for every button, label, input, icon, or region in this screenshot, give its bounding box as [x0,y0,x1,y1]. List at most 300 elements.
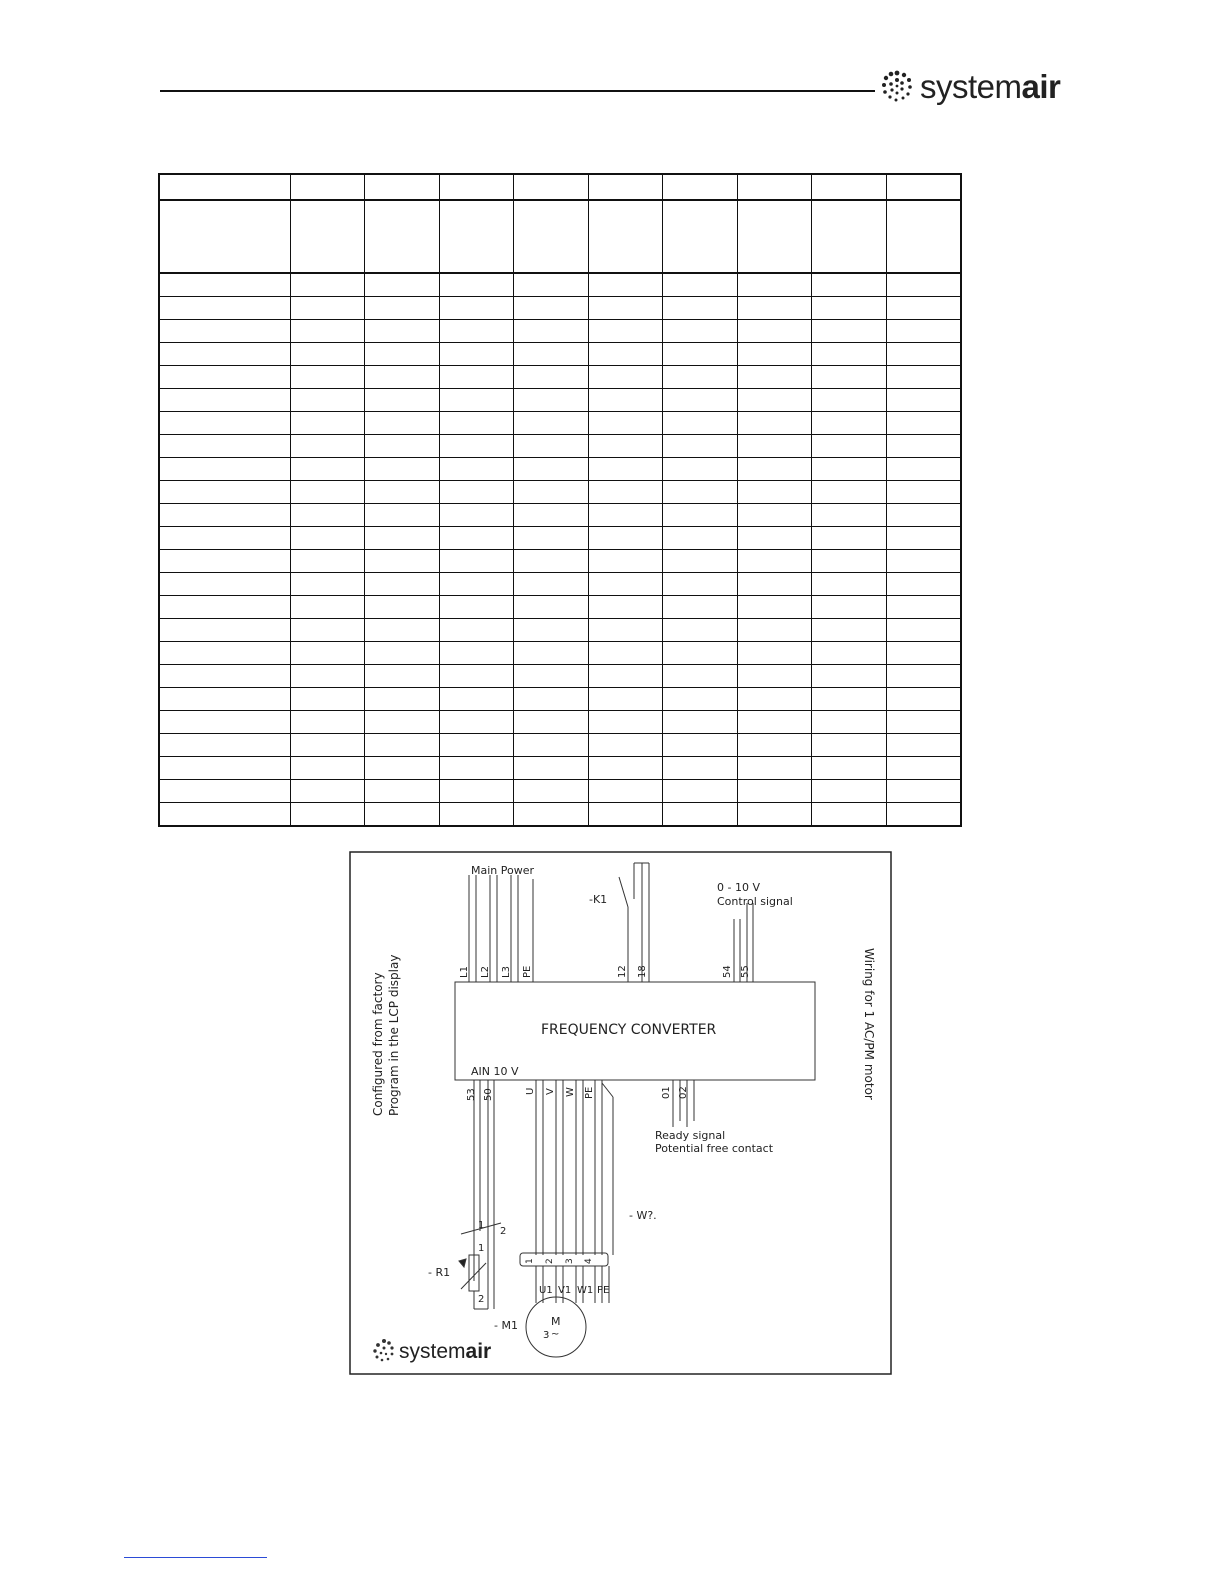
table-cell [290,481,364,504]
table-cell [290,803,364,827]
table-cell [513,435,588,458]
table-cell [513,596,588,619]
table-cell [439,320,513,343]
table-cell [588,481,662,504]
ain-label: AIN 10 V [471,1065,519,1078]
table-cell [737,665,811,688]
table-cell [662,481,737,504]
table-row [159,734,961,757]
table-cell [439,688,513,711]
table-cell [811,458,886,481]
table-row [159,481,961,504]
connector-pin-4: 4 [584,1258,594,1264]
table-cell [662,366,737,389]
table-cell [662,504,737,527]
table-cell [513,366,588,389]
table-cell [439,665,513,688]
table-cell [439,596,513,619]
table-cell [662,527,737,550]
table-cell [588,803,662,827]
table-cell [159,688,290,711]
table-cell [159,527,290,550]
table-cell [588,504,662,527]
main-power-label: Main Power [471,864,535,877]
table-cell [439,458,513,481]
table-cell [513,527,588,550]
table-cell [513,389,588,412]
table-cell [364,273,439,297]
terminal-55: 55 [740,965,751,978]
diagram-brand-bold: air [465,1340,492,1363]
systemair-dots-icon [880,69,914,103]
table-cell [439,174,513,200]
table-cell [737,320,811,343]
motor-phase: 3 [543,1330,550,1341]
connector-pin-1: 1 [525,1258,535,1264]
table-row [159,642,961,665]
table-cell [737,458,811,481]
table-cell [737,174,811,200]
table-cell [290,174,364,200]
table-cell [886,527,961,550]
terminal-w: W [565,1087,576,1097]
table-cell [159,550,290,573]
table-cell [439,619,513,642]
terminal-01: 01 [661,1086,672,1099]
table-cell [737,481,811,504]
table-cell [737,596,811,619]
table-cell [662,389,737,412]
table-cell [290,343,364,366]
table-cell [737,273,811,297]
table-cell [159,343,290,366]
table-cell [588,573,662,596]
table-row [159,366,961,389]
terminal-54: 54 [722,965,733,978]
table-cell [811,366,886,389]
terminal-u: U [525,1087,536,1095]
table-cell [513,481,588,504]
table-cell [513,458,588,481]
table-cell [737,711,811,734]
table-cell [439,297,513,320]
table-cell [159,803,290,827]
table-cell [439,412,513,435]
table-cell [737,619,811,642]
table-cell [364,550,439,573]
table-cell [811,200,886,273]
table-cell [662,803,737,827]
table-row [159,389,961,412]
table-cell [737,504,811,527]
table-cell [439,780,513,803]
table-cell [737,734,811,757]
table-cell [886,596,961,619]
table-cell [886,573,961,596]
table-cell [662,297,737,320]
table-cell [290,642,364,665]
table-cell [439,200,513,273]
table-row [159,596,961,619]
table-cell [159,780,290,803]
table-cell [513,550,588,573]
table-cell [290,757,364,780]
table-cell [513,573,588,596]
pot-pin-1: 1 [478,1243,485,1254]
table-cell [290,273,364,297]
table-cell [159,412,290,435]
table-cell [588,642,662,665]
table-cell [290,527,364,550]
terminal-v: V [545,1088,556,1095]
table-cell [439,527,513,550]
table-cell [290,412,364,435]
table-cell [290,665,364,688]
connector-pin-3: 3 [565,1258,575,1264]
table-cell [513,174,588,200]
table-cell [588,527,662,550]
systemair-logo [880,66,1060,106]
control-voltage-label: 0 - 10 V [717,881,760,894]
table-cell [159,366,290,389]
table-cell [159,642,290,665]
table-cell [811,642,886,665]
table-cell [513,642,588,665]
table-cell [364,757,439,780]
terminal-53: 53 [466,1088,477,1101]
table-cell [886,757,961,780]
table-cell [886,803,961,827]
table-cell [588,688,662,711]
left-note-line2: Program in the LCP display [387,954,401,1116]
table-cell [513,734,588,757]
table-row [159,665,961,688]
terminal-18: 18 [637,965,648,978]
table-cell [886,273,961,297]
table-cell [811,619,886,642]
table-cell [159,458,290,481]
table-row [159,527,961,550]
table-cell [662,734,737,757]
table-row [159,412,961,435]
terminal-pe-top: PE [522,965,533,978]
table-cell [439,734,513,757]
converter-label: FREQUENCY CONVERTER [541,1022,717,1038]
table-cell [662,550,737,573]
table-cell [811,504,886,527]
motor-terminal-u1: U1 [539,1285,553,1296]
table-cell [290,734,364,757]
brand-light: system [920,67,1022,105]
table-cell [886,435,961,458]
table-cell [364,527,439,550]
motor-terminal-v1: V1 [558,1285,572,1296]
table-cell [364,320,439,343]
table-cell [886,665,961,688]
table-row [159,619,961,642]
table-cell [886,550,961,573]
table-cell [364,343,439,366]
table-cell [159,174,290,200]
table-cell [886,200,961,273]
table-cell [737,803,811,827]
table-cell [159,273,290,297]
m1-label: - M1 [494,1319,518,1332]
terminal-12: 12 [617,965,628,978]
table-cell [662,343,737,366]
table-cell [588,734,662,757]
table-cell [290,550,364,573]
brand-name [920,67,1061,105]
terminal-l1: L1 [459,966,470,978]
table-cell [290,297,364,320]
table-cell [513,803,588,827]
table-cell [439,711,513,734]
table-cell [811,757,886,780]
table-cell [811,320,886,343]
table-cell [588,458,662,481]
table-cell [364,458,439,481]
table-cell [588,174,662,200]
table-cell [811,389,886,412]
table-cell [159,435,290,458]
table-cell [811,343,886,366]
table-cell [737,343,811,366]
right-note: Wiring for 1 AC/PM motor [862,948,876,1100]
table-cell [811,803,886,827]
table-cell [811,573,886,596]
table-cell [364,780,439,803]
table-cell [886,780,961,803]
motor-terminal-w1: W1 [577,1285,594,1296]
table-cell [513,320,588,343]
table-row [159,803,961,827]
terminal-pe-bottom: PE [584,1086,595,1099]
table-cell [364,573,439,596]
table-cell [886,297,961,320]
table-cell [886,711,961,734]
table-cell [737,642,811,665]
table-cell [364,642,439,665]
table-cell [513,665,588,688]
table-cell [886,504,961,527]
table-cell [737,389,811,412]
table-row [159,458,961,481]
table-cell [886,481,961,504]
table-cell [886,688,961,711]
table-cell [811,273,886,297]
table-cell [513,343,588,366]
table-cell [439,366,513,389]
table-cell [364,174,439,200]
table-cell [886,734,961,757]
switch-pin-1: 1 [478,1220,485,1231]
table-cell [364,366,439,389]
table-cell [662,174,737,200]
table-cell [811,734,886,757]
table-cell [159,320,290,343]
table-cell [290,458,364,481]
table-cell [159,734,290,757]
left-note-line1: Configured from factory [371,972,385,1116]
table-cell [159,596,290,619]
table-cell [588,435,662,458]
table-cell [290,711,364,734]
table-cell [737,527,811,550]
table-cell [886,389,961,412]
table-body [159,174,961,826]
table-cell [811,780,886,803]
table-row [159,711,961,734]
table-cell [290,780,364,803]
wiring-diagram [349,851,892,1375]
table-cell [737,550,811,573]
table-cell [513,297,588,320]
table-cell [588,200,662,273]
table-row [159,435,961,458]
table-cell [159,619,290,642]
table-row [159,320,961,343]
table-cell [588,665,662,688]
table-cell [662,665,737,688]
table-cell [513,504,588,527]
table-cell [290,435,364,458]
table-cell [364,297,439,320]
connector-pin-2: 2 [545,1258,555,1264]
table-cell [588,412,662,435]
potential-free-label: Potential free contact [655,1142,774,1155]
table-cell [290,200,364,273]
table-cell [662,412,737,435]
table-row [159,273,961,297]
diagram-brand [399,1340,491,1363]
ready-signal-label: Ready signal [655,1129,726,1142]
table-cell [439,642,513,665]
table-cell [588,596,662,619]
table-row [159,297,961,320]
table-cell [588,343,662,366]
brand-bold: air [1021,67,1061,105]
cable-label: - W?. [629,1209,657,1222]
table-row [159,343,961,366]
table-cell [811,481,886,504]
table-cell [513,619,588,642]
table-cell [364,619,439,642]
table-cell [662,642,737,665]
table-row [159,757,961,780]
table-row [159,573,961,596]
table-cell [290,619,364,642]
table-cell [811,412,886,435]
table-row [159,550,961,573]
table-cell [364,389,439,412]
data-table [158,173,962,827]
table-cell [159,200,290,273]
pot-pin-2: 2 [478,1294,485,1305]
header-rule [160,90,875,92]
table-cell [439,803,513,827]
table-cell [290,320,364,343]
table-cell [159,573,290,596]
table-cell [290,504,364,527]
table-cell [588,273,662,297]
table-cell [588,619,662,642]
table-cell [588,297,662,320]
table-cell [737,412,811,435]
table-cell [737,200,811,273]
table-cell [886,174,961,200]
table-cell [439,550,513,573]
table-cell [662,273,737,297]
table-cell [662,200,737,273]
table-cell [811,711,886,734]
table-cell [588,389,662,412]
table-cell [364,688,439,711]
table-cell [439,757,513,780]
table-cell [159,297,290,320]
table-cell [811,435,886,458]
diagram-brand-light: system [399,1340,466,1363]
table-cell [159,389,290,412]
table-cell [364,596,439,619]
table-cell [364,504,439,527]
terminal-l2: L2 [480,966,491,978]
table-cell [364,734,439,757]
table-cell [811,665,886,688]
table-cell [886,320,961,343]
table-cell [513,711,588,734]
table-cell [662,573,737,596]
table-cell [811,297,886,320]
table-cell [364,435,439,458]
table-cell [290,688,364,711]
table-cell [588,366,662,389]
table-cell [588,757,662,780]
table-cell [588,320,662,343]
motor-letter: M [551,1315,561,1328]
table-cell [364,412,439,435]
table-cell [439,273,513,297]
table-cell [811,527,886,550]
table-cell [886,343,961,366]
table-cell [588,550,662,573]
table-cell [439,389,513,412]
table-cell [588,780,662,803]
table-row [159,174,961,200]
diagram-frame [350,852,891,1374]
table-cell [290,366,364,389]
table-row [159,504,961,527]
table-cell [886,458,961,481]
table-cell [737,573,811,596]
table-cell [662,320,737,343]
table-cell [364,803,439,827]
table-cell [290,389,364,412]
table-cell [513,757,588,780]
table-row [159,780,961,803]
table-cell [886,619,961,642]
table-cell [159,711,290,734]
table-cell [737,757,811,780]
table-cell [662,619,737,642]
table-cell [662,711,737,734]
table-row [159,200,961,273]
r1-label: - R1 [428,1266,451,1279]
table-cell [513,780,588,803]
table-cell [737,366,811,389]
table-cell [737,297,811,320]
footer-link-underline[interactable] [124,1557,267,1558]
